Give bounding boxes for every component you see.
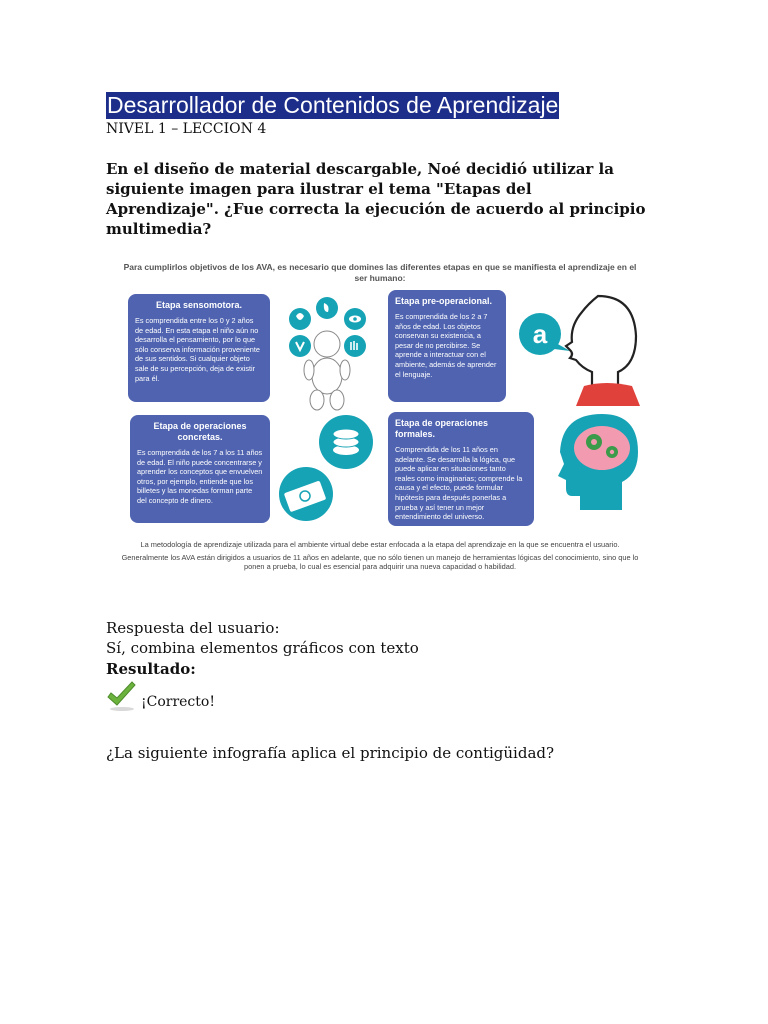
stage-text: Es comprendida de los 7 a los 11 años de edad. El niño puede concentrarse y aprender los conceptos que envuelven otros, por ejemplo, entiende que los billetes y las monedas forman parte del concepto de dinero.	[137, 448, 263, 505]
stage-title: Etapa sensomotora.	[155, 300, 243, 310]
stage-box-formales	[388, 412, 534, 526]
money-illustration	[276, 414, 386, 524]
checkmark-icon	[106, 680, 138, 712]
footer-note-2: Generalmente los AVA están dirigidos a usuarios de 11 años en adelante, que no sólo tienen un manejo de herramientas lógicas del conocimiento, sino que lo ponen a prueba, lo cual es esencial para adquirir una nueva capacidad o habilidad.	[121, 553, 639, 572]
stage-text: Comprendida de los 11 años en adelante. Se desarrolla la lógica, que puede aplicar en situaciones tanto reales como imaginarias; comprende la causa y el efecto, puede formular hipótesis para después ponerlas a prueba y así tener un mejor entendimiento del universo.	[395, 445, 523, 522]
stage-title: Etapa pre-operacional.	[395, 296, 493, 306]
infographic-footer	[120, 540, 640, 576]
baby-senses-illustration	[275, 294, 380, 414]
infographic-heading: Para cumplirlos objetivos de los AVA, es necesario que domines las diferentes etapas en que se manifiesta el aprendizaje en el ser humano:	[123, 262, 637, 283]
stage-text: Es comprendida de los 2 a 7 años de edad. Los objetos conservan su existencia, a pesar de no percibirse. Se aprende a interactuar con el ambiente, además de aprender el lenguaje.	[395, 312, 497, 379]
stage-title: Etapa de operaciones concretas.	[153, 421, 247, 442]
lesson-level: NIVEL 1 – LECCION 4	[106, 121, 267, 137]
user-answer-label: Respuesta del usuario:	[106, 619, 280, 637]
stage-title: Etapa de operaciones formales.	[395, 418, 489, 439]
baby-figure	[304, 331, 350, 410]
user-answer-value: Sí, combina elementos gráficos con texto	[106, 639, 419, 657]
stage-box-concretas	[130, 415, 270, 523]
speaking-head-illustration	[512, 288, 640, 406]
stage-box-sensomotora	[128, 294, 270, 402]
question-text: En el diseño de material descargable, Noé decidió utilizar la siguiente imagen para ilustrar el tema "Etapas del Aprendizaje". ¿Fue correcta la ejecución de acuerdo al principio multimedia?	[106, 160, 646, 238]
footer-note-1: La metodología de aprendizaje utilizada para el ambiente virtual debe estar enfocada a la etapa del aprendizaje en la que se encuentra el usuario.	[140, 540, 620, 549]
learning-stages-infographic	[120, 254, 640, 594]
brain-head-illustration	[550, 412, 640, 512]
result-label: Resultado:	[106, 660, 196, 678]
brain-icon	[574, 426, 630, 470]
result-text: ¡Correcto!	[141, 694, 215, 710]
document-title: Desarrollador de Contenidos de Aprendizaje	[107, 92, 559, 118]
next-question-text: ¿La siguiente infografía aplica el principio de contigüidad?	[106, 744, 555, 762]
stage-box-preoperacional	[388, 290, 506, 402]
stage-text: Es comprendida entre los 0 y 2 años de edad. En esta etapa el niño aún no desarrolla el pensamiento, por lo que sólo conserva información proveniente de sus sentidos. Si cualquier objeto sale de su percepción, deja de existir para él.	[135, 316, 260, 383]
speech-letter: a	[532, 319, 548, 349]
